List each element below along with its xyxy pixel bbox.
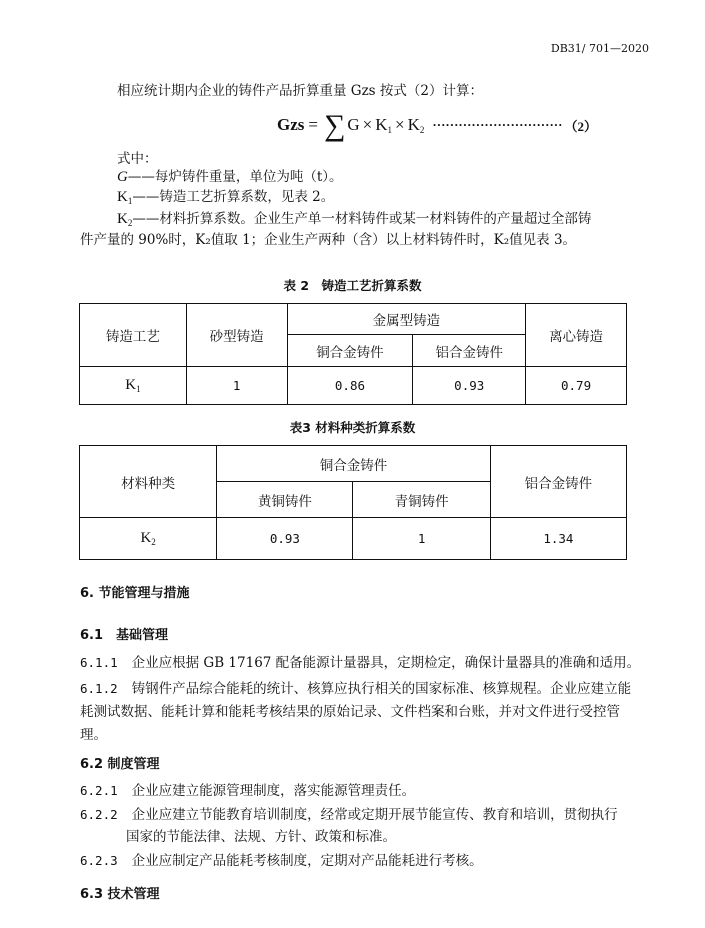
intro-paragraph: 相应统计期内企业的铸件产品折算重量 Gzs 按式（2）计算： bbox=[117, 83, 483, 99]
table3-header-material: 材料种类 bbox=[80, 446, 217, 518]
table2-header-metal: 金属型铸造 bbox=[287, 304, 526, 335]
table2-cell-copper: 0.86 bbox=[287, 367, 413, 405]
table3-row-k2: $K_2$ bbox=[80, 518, 217, 560]
table2-cell-sand: 1 bbox=[186, 367, 287, 405]
table2-cell-centrifugal: 0.79 bbox=[526, 367, 627, 405]
where-k2-line1 bbox=[117, 208, 591, 231]
summation-symbol: ∑ bbox=[323, 109, 346, 142]
symbol-k2: $K_2$ bbox=[117, 211, 133, 228]
where-k2-line2: 件产量的 90%时，K₂值取 1；企业生产两种（含）以上材料铸件时，K₂值见表 3。 bbox=[80, 232, 577, 248]
table2-row-k1: $K_1$ bbox=[80, 367, 187, 405]
table3-cell-bronze: 1 bbox=[353, 518, 490, 560]
section-6-2-heading: 6.2 制度管理 bbox=[80, 757, 160, 772]
table3-cell-aluminum: 1.34 bbox=[490, 518, 626, 560]
table3-cell-brass: 0.93 bbox=[217, 518, 353, 560]
formula-k1: K1 bbox=[375, 115, 393, 135]
where-g-desc: ——每炉铸件重量，单位为吨（t）。 bbox=[127, 169, 343, 185]
formula-eq: = bbox=[308, 115, 318, 134]
table2-header-aluminum: 铝合金铸件 bbox=[413, 335, 526, 367]
section-6-heading: 6. 节能管理与措施 bbox=[80, 586, 190, 601]
formula-number: （2） bbox=[564, 118, 597, 134]
table3-caption: 表3 材料种类折算系数 bbox=[289, 420, 416, 435]
table2-header-centrifugal: 离心铸造 bbox=[526, 304, 627, 367]
where-g bbox=[117, 166, 343, 188]
where-k2-desc-1: ——材料折算系数。企业生产单一材料铸件或某一材料铸件的产量超过全部铸 bbox=[132, 211, 592, 227]
table3-header-copper-alloy: 铜合金铸件 bbox=[217, 446, 490, 482]
formula-2 bbox=[277, 110, 597, 140]
formula-times-1: × bbox=[362, 115, 373, 134]
where-k1-desc: ——铸造工艺折算系数，见表 2。 bbox=[132, 189, 335, 205]
clause-6-2-2: 6.2.2 企业应建立节能教育培训制度，经常或定期开展节能宣传、教育和培训，贯彻执行 bbox=[80, 807, 618, 823]
table3 bbox=[79, 445, 627, 560]
formula-g: G bbox=[347, 115, 360, 134]
formula-k2: K2 bbox=[407, 115, 425, 135]
where-label: 式中： bbox=[117, 151, 158, 167]
where-k1 bbox=[117, 186, 334, 209]
section-6-1-heading: 6.1 基础管理 bbox=[80, 628, 169, 643]
table3-header-aluminum: 铝合金铸件 bbox=[490, 446, 626, 518]
formula-lhs: Gzs bbox=[277, 115, 305, 134]
section-6-3-heading: 6.3 技术管理 bbox=[80, 887, 160, 902]
clause-6-1-1: 6.1.1 企业应根据 GB 17167 配备能源计量器具，定期检定，确保计量器具的准确和适用。 bbox=[80, 655, 641, 671]
table3-header-brass: 黄铜铸件 bbox=[217, 482, 353, 518]
clause-6-2-1: 6.2.1 企业应建立能源管理制度，落实能源管理责任。 bbox=[80, 783, 416, 799]
symbol-g: G bbox=[117, 169, 128, 185]
formula-leader-dots: ······························ bbox=[432, 117, 563, 132]
formula-times-2: × bbox=[395, 115, 405, 134]
document-code: DB31/ 701—2020 bbox=[550, 42, 649, 55]
table2-header-copper: 铜合金铸件 bbox=[287, 335, 413, 367]
table2-caption: 表 2 铸造工艺折算系数 bbox=[283, 278, 422, 293]
table3-header-bronze: 青铜铸件 bbox=[353, 482, 490, 518]
clause-6-2-3: 6.2.3 企业应制定产品能耗考核制度，定期对产品能耗进行考核。 bbox=[80, 853, 483, 869]
table2-cell-aluminum: 0.93 bbox=[413, 367, 526, 405]
table2 bbox=[79, 303, 627, 405]
symbol-k1: $K_1$ bbox=[117, 189, 133, 206]
clause-6-1-2: 6.1.2 铸钢件产品综合能耗的统计、核算应执行相关的国家标准、核算规程。企业应建立能耗测试数据、能耗计算和能耗考核结果的原始记录、文件档案和台账，并对文件进行受控管理。 bbox=[80, 681, 632, 743]
clause-6-2-2-line2: 国家的节能法律、法规、方针、政策和标准。 bbox=[126, 829, 396, 845]
table2-header-process: 铸造工艺 bbox=[80, 304, 187, 367]
table2-header-sand: 砂型铸造 bbox=[186, 304, 287, 367]
